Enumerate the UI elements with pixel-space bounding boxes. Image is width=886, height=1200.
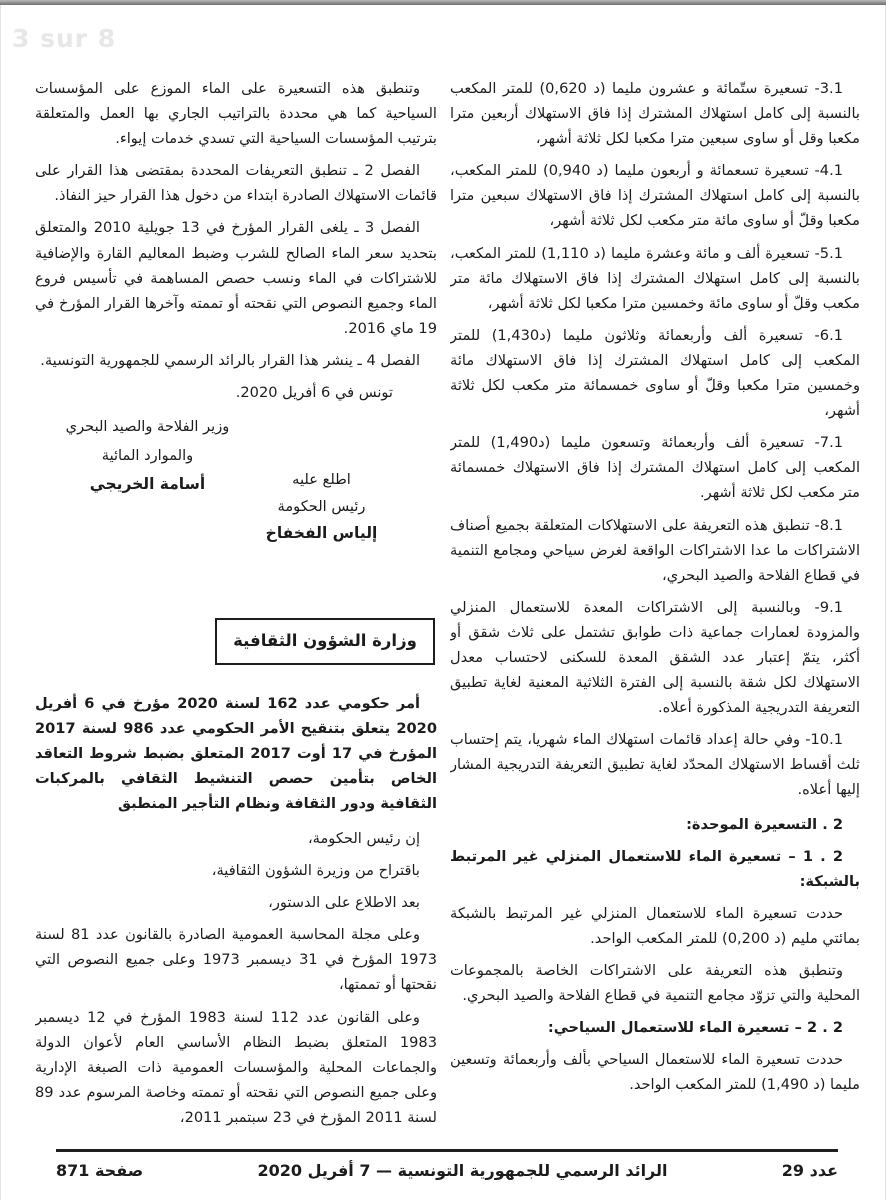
minister-title-line1: وزير الفلاحة والصيد البحري	[65, 418, 230, 436]
minister-title-line2: والموارد المائية	[101, 447, 194, 465]
seen-by-label: اطلع عليه	[292, 471, 351, 489]
pm-title: رئيس الحكومة	[277, 498, 366, 516]
article-3: الفصل 3 ـ يلغى القرار المؤرخ في 13 جويلية 2010 والمتعلق بتحديد سعر الماء الصالح للشرب وضبط المعاليم القارة والإضافية للاشتراكات في الماء ونسب حصص المساهمة في تأسيس فروع الماء وجميع النصوص التي نقحته أو تممته وآخرها القرار المؤرخ في 19 ماي 2016.	[35, 219, 437, 337]
left-column	[35, 76, 437, 1134]
clause-5-1: 5.1- تسعيرة ألف و مائة وعشرة مليما ⁦(1,110 د)⁩ للمتر المكعب، بالنسبة إلى كامل استهلاك المشترك إذا فاق الاستهلاك مائة متر مكعب وقلّ أو ساوى مائة وخمسين مترا مكعبا لكل ثلاثة أشهر،	[450, 244, 860, 312]
ministry-section-header: وزارة الشؤون الثقافية	[215, 618, 435, 664]
pm-signature	[248, 466, 395, 547]
pm-intro-line: إن رئيس الحكومة،	[307, 829, 420, 847]
footer-rule	[56, 1149, 838, 1152]
minister-signature	[53, 412, 242, 499]
viewer-top-bar	[0, 0, 886, 5]
date-line: تونس في 6 أفريل 2020.	[235, 384, 393, 402]
article-2: الفصل 2 ـ تنطبق التعريفات المحددة بمقتضى هذا القرار على قائمات الاستهلاك الصادرة ابتداء من دخول هذا القرار حيز النفاذ.	[35, 162, 437, 205]
signature-block	[35, 412, 437, 554]
page-indicator: 3 sur 8	[12, 24, 117, 53]
para-domestic-offgrid-price: حددت تسعيرة الماء للاستعمال المنزلي غير المرتبط بالشبكة بمائتي مليم ⁦(0,200 د)⁩ للمتر المكعب الواحد.	[450, 904, 860, 947]
clause-10-1: 10.1- وفي حالة إعداد قائمات استهلاك الماء شهريا، يتم إحتساب ثلث أقساط الاستهلاك المحدّد لغاية تطبيق التعريفة التدريجية المشار إليها أعلاه.	[450, 731, 860, 799]
page-footer	[56, 1149, 838, 1180]
para-local-groups: وتنطبق هذه التعريفة على الاشتراكات الخاصة بالمجموعات المحلية والتي تزوّد مجامع التنمية في قطاع الفلاحة والصيد البحري.	[450, 962, 860, 1005]
minister-name: أسامة الخريجي	[89, 475, 206, 494]
article-4: الفصل 4 ـ ينشر هذا القرار بالرائد الرسمي للجمهورية التونسية.	[40, 351, 420, 369]
issue-number: عدد 29	[781, 1161, 838, 1180]
proposal-line: باقتراح من وزيرة الشؤون الثقافية،	[211, 862, 420, 880]
heading-2-1-domestic-offgrid: 2 . 1 – تسعيرة الماء للاستعمال المنزلي غير المرتبط بالشبكة:	[450, 847, 860, 890]
pm-name: إلياس الفخفاخ	[265, 524, 378, 543]
law-1973-reference: وعلى مجلة المحاسبة العمومية الصادرة بالقانون عدد 81 لسنة 1973 المؤرخ في 31 ديسمبر 1973 وعلى جميع النصوص التي نقحتها أو تممتها،	[35, 926, 437, 994]
clause-4-1: 4.1- تسعيرة تسعمائة و أربعون مليما ⁦(0,940 د)⁩ للمتر المكعب، بالنسبة إلى كامل استهلاك المشترك إذا فاق الاستهلاك سبعين مترا مكعبا وقلّ أو ساوى مائة متر مكعب لكل ثلاثة أشهر،	[450, 162, 860, 230]
para-tourism-water-tariff: وتنطبق هذه التسعيرة على الماء الموزع على المؤسسات السياحية كما هي محددة بالتراتيب الجاري بها العمل والمتعلقة بترتيب المؤسسات السياحية التي تسدي خدمات إيواء.	[35, 80, 437, 148]
clause-6-1: 6.1- تسعيرة ألف وأربعمائة وثلاثون مليما ⁦(1,430د)⁩ للمتر المكعب إلى كامل استهلاك المشترك إذا فاق الاستهلاك مائة وخمسين مترا مكعبا وقلّ أو ساوى خمسمائة متر مكعب لكل ثلاثة أشهر،	[450, 326, 860, 420]
law-1983-reference: وعلى القانون عدد 112 لسنة 1983 المؤرخ في 12 ديسمبر 1983 المتعلق بضبط النظام الأساسي العام لأعوان الدولة والجماعات المحلية والمؤسسات العمومية ذات الصبغة الإدارية وعلى جميع النصوص التي نقحته أو تممته وخاصة المرسوم عدد 89 لسنة 2011 المؤرخ في 23 سبتمبر 2011،	[35, 1008, 437, 1126]
clause-8-1: 8.1- تنطبق هذه التعريفة على الاستهلاكات المتعلقة بجميع أصناف الاشتراكات ما عدا الاشتراكات الواقعة لغرض سياحي ومجامع التنمية في قطاع الفلاحة والصيد البحري،	[450, 516, 860, 584]
clause-9-1: 9.1- وبالنسبة إلى الاشتراكات المعدة للاستعمال المنزلي والمزودة لعمارات جماعية ذات طوابق تشتمل على ثلاث شقق أو أكثر، يتمّ إعتبار عدد الشقق المعدة للسكنى لاحتساب معدل الاستهلاك لكل شقة بالنسبة إلى الفترة الثلاثية المعنية لغاية تطبيق التعريفة التدريجية المذكورة أعلاه.	[450, 598, 860, 717]
page-number: صفحة 871	[56, 1161, 144, 1180]
constitution-line: بعد الاطلاع على الدستور،	[268, 894, 420, 912]
para-tourism-price: حددت تسعيرة الماء للاستعمال السياحي بألف وأربعمائة وتسعين مليما ⁦(1,490 د)⁩ للمتر المكعب الواحد.	[450, 1051, 860, 1094]
decree-heading: أمر حكومي عدد 162 لسنة 2020 مؤرخ في 6 أفريل 2020 يتعلق بتنقيح الأمر الحكومي عدد 986 لسنة 2017 المؤرخ في 17 أوت 2017 المتعلق بضبط شروط التعاقد الخاص بتأمين حصص التنشيط الثقافي بالمركبات الثقافية ودور الثقافة ونظام التأجير المنطبق	[35, 694, 437, 812]
clause-3-1: 3.1- تسعيرة ستّمائة و عشرون مليما ⁦(0,620 د)⁩ للمتر المكعب بالنسبة إلى كامل استهلاك المشترك إذا فاق الاستهلاك أربعين مترا مكعبا وقل أو ساوى سبعين مترا مكعبا لكل ثلاثة أشهر،	[450, 80, 860, 148]
right-column	[450, 76, 860, 1134]
gazette-title-date: الرائد الرسمي للجمهورية التونسية — 7 أفريل 2020	[257, 1161, 668, 1180]
clause-7-1: 7.1- تسعيرة ألف وأربعمائة وتسعون مليما ⁦(1,490د)⁩ للمتر المكعب إلى كامل استهلاك المشترك إذا فاق الاستهلاك خمسمائة متر مكعب لكل ثلاثة أشهر.	[450, 434, 860, 502]
heading-unified-tariff: 2 . التسعيرة الموحدة:	[686, 815, 843, 833]
heading-2-2-tourism: 2 . 2 – تسعيرة الماء للاستعمال السياحي:	[547, 1019, 843, 1037]
